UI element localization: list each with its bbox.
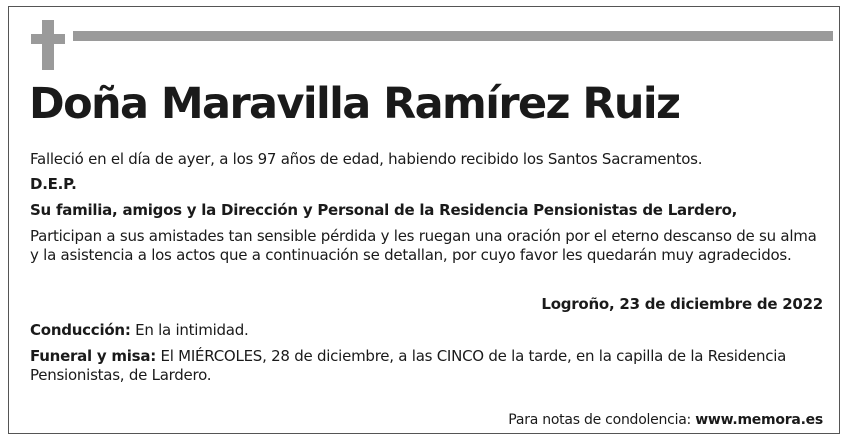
funeral-label: Funeral y misa: [30, 347, 156, 365]
obituary-card [8, 6, 840, 434]
participation-line-1: Participan a sus amistades tan sensible pérdida y les ruegan una oración por el eterno descanso de su alma [30, 227, 817, 245]
conduccion-line [30, 321, 249, 340]
condolence-label: Para notas de condolencia: [508, 412, 692, 428]
cross-icon [31, 20, 65, 70]
family-line: Su familia, amigos y la Dirección y Personal de la Residencia Pensionistas de Lardero, [30, 201, 738, 219]
header-rule [73, 31, 833, 41]
conduccion-label: Conducción: [30, 321, 131, 339]
death-notice-line: Falleció en el día de ayer, a los 97 años de edad, habiendo recibido los Santos Sacramentos. [30, 150, 703, 168]
rip-text: D.E.P. [30, 175, 77, 193]
conduccion-value: En la intimidad. [135, 321, 249, 339]
condolence-footer [508, 411, 823, 430]
funeral-value-1: El MIÉRCOLES, 28 de diciembre, a las CINCO de la tarde, en la capilla de la Residencia [160, 347, 787, 365]
deceased-name: Doña Maravilla Ramírez Ruiz [29, 79, 680, 129]
funeral-line-2: Pensionistas, de Lardero. [30, 366, 212, 384]
participation-line-2: y la asistencia a los actos que a continuación se detallan, por cuyo favor les quedarán muy agradecidos. [30, 246, 792, 264]
condolence-site-link[interactable]: www.memora.es [695, 412, 823, 428]
funeral-line-1 [30, 347, 786, 366]
place-date: Logroño, 23 de diciembre de 2022 [541, 295, 823, 313]
